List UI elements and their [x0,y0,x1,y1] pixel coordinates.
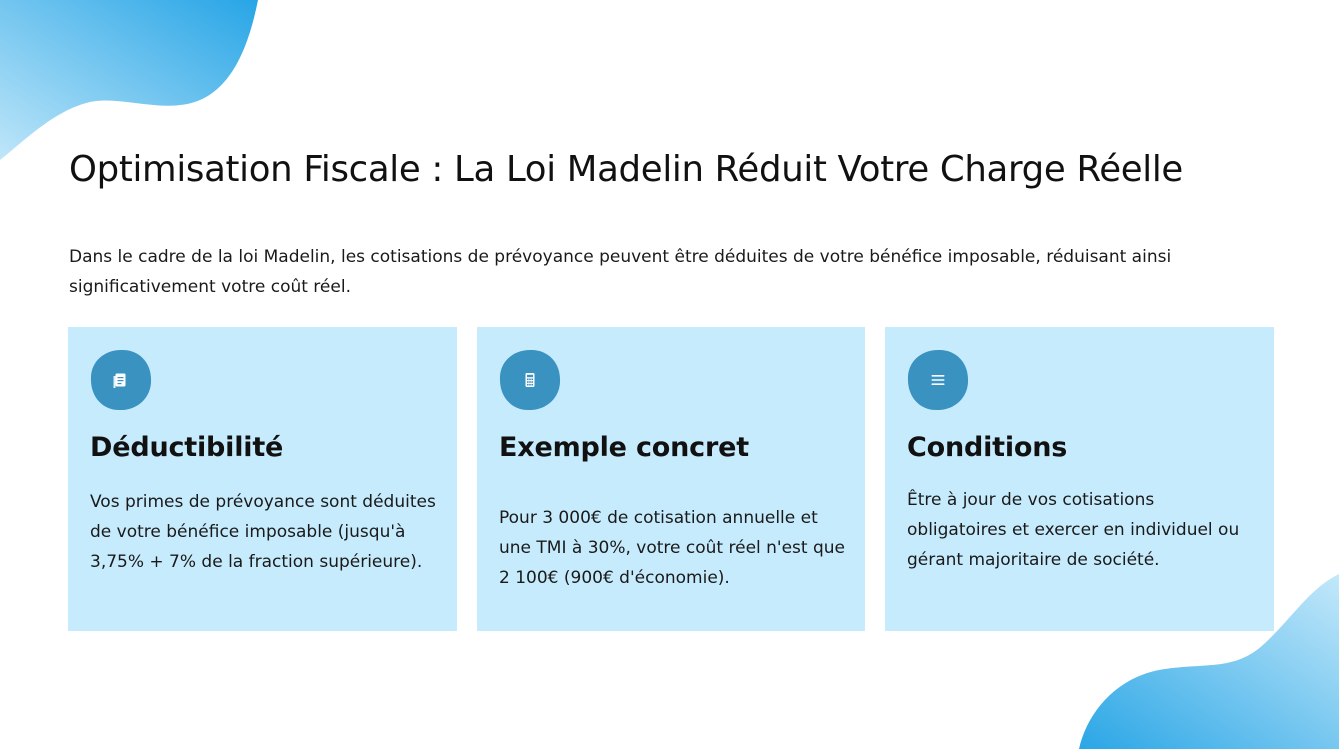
decorative-wave-top-left [0,0,270,170]
document-icon [90,349,152,411]
card-text: Pour 3 000€ de cotisation annuelle et une TMI à 30%, votre coût réel n'est que 2 100€ (900€ d'économie). [499,508,846,588]
calculator-icon [499,349,561,411]
card-text: Être à jour de vos cotisations obligatoires et exercer en individuel ou gérant majoritaire de société. [907,490,1240,570]
intro-paragraph: Dans le cadre de la loi Madelin, les cotisations de prévoyance peuvent être déduites de votre bénéfice imposable, réduisant ainsi significativement votre coût réel. [69,247,1172,297]
card-text: Vos primes de prévoyance sont déduites de votre bénéfice imposable (jusqu'à 3,75% + 7% de la fraction supérieure). [90,492,436,572]
page-title: Optimisation Fiscale : La Loi Madelin Réduit Votre Charge Réelle [69,149,1183,190]
list-icon [907,349,969,411]
card-title: Exemple concret [499,432,749,463]
card-exemple-concret [477,327,865,631]
card-title: Déductibilité [90,432,284,463]
card-conditions [885,327,1274,631]
card-deductibilite [68,327,457,631]
card-title: Conditions [907,432,1068,463]
